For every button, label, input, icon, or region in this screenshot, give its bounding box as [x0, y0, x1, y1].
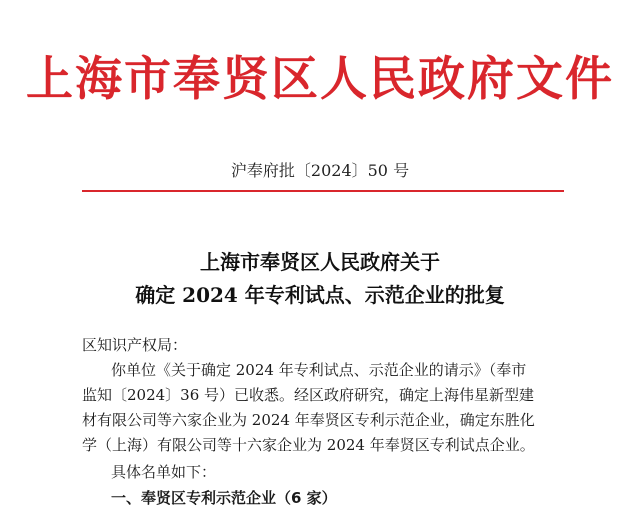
paragraph-1-line-3: 材有限公司等六家企业为 2024 年奉贤区专利示范企业，确定东胜化	[82, 411, 535, 429]
document-title-line-1: 上海市奉贤区人民政府关于	[200, 250, 440, 274]
document-title-line-2: 确定 2024 年专利试点、示范企业的批复	[135, 283, 505, 307]
paragraph-2: 具体名单如下：	[111, 463, 217, 481]
document-masthead: 上海市奉贤区人民政府文件	[26, 52, 614, 107]
document-number: 沪奉府批〔2024〕50 号	[230, 161, 410, 180]
cutoff-next-line	[111, 512, 291, 518]
section-1-heading: 一、奉贤区专利示范企业（6 家）	[111, 489, 337, 507]
paragraph-1-line-1: 你单位《关于确定 2024 年专利试点、示范企业的请示》（奉市	[111, 361, 527, 379]
paragraph-1-line-4: 学（上海）有限公司等十六家企业为 2024 年奉贤区专利试点企业。	[82, 436, 535, 454]
paragraph-1-line-2: 监知〔2024〕36 号）已收悉。经区政府研究，确定上海伟星新型建	[82, 386, 535, 404]
red-divider-rule	[82, 190, 564, 192]
addressee: 区知识产权局：	[82, 336, 188, 354]
